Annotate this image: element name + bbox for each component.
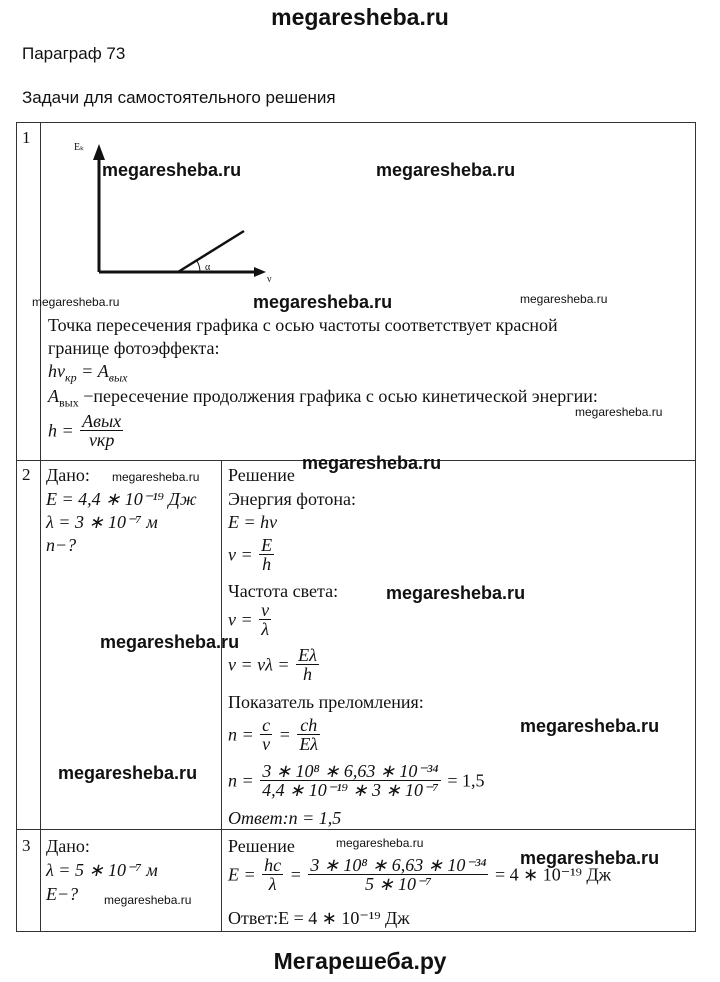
energy-frequency-graph <box>70 136 280 282</box>
frequency-formula: ν = $\frac{E}{h}$ <box>228 535 273 574</box>
watermark: megaresheba.ru <box>112 470 200 484</box>
given-energy: E = 4,4 ∗ 10⁻¹⁹ Дж <box>46 489 197 509</box>
paragraph-title: Параграф 73 <box>22 44 126 63</box>
photon-energy-calculation: E = $\frac{hc}{\lambda}$ = $\frac{\text{3 ∗ 10⁸ ∗ 6,63 ∗ 10⁻³⁴}}{\text{5 ∗ 10⁻⁷}}$ = 4 ∗ 10⁻¹⁹ Дж <box>228 855 612 894</box>
photon-energy-formula: E = hν <box>228 512 278 532</box>
row-divider <box>16 829 696 830</box>
speed-formula: v = νλ = $\frac{E\lambda}{h}$ <box>228 645 317 684</box>
row3-answer: Ответ:E = 4 ∗ 10⁻¹⁹ Дж <box>228 908 410 928</box>
watermark: megaresheba.ru <box>302 453 442 473</box>
given-unknown: E−? <box>46 884 79 904</box>
watermark: megaresheba.ru <box>575 405 663 419</box>
table-border-right <box>695 122 696 932</box>
watermark: megaresheba.ru <box>376 160 516 180</box>
given-wavelength: λ = 3 ∗ 10⁻⁷ м <box>46 512 158 532</box>
graph-line <box>178 231 244 272</box>
refraction-formula: n = $\frac{c}{v}$ = $\frac{ch}{E\lambda}$ <box>228 715 319 754</box>
y-axis-label: Eₖ <box>74 142 85 153</box>
row2-answer: Ответ:n = 1,5 <box>228 808 342 828</box>
watermark: megaresheba.ru <box>58 763 198 783</box>
row1-work-function-text: $A_{вых}$ −пересечение продолжения графика с осью кинетической энергии: <box>48 386 598 410</box>
refraction-label: Показатель преломления: <box>228 692 424 712</box>
number-column-divider <box>40 122 41 932</box>
given-label: Дано: <box>46 836 90 856</box>
solution-label: Решение <box>228 836 295 856</box>
table-border-left <box>16 122 17 932</box>
watermark: megaresheba.ru <box>336 836 424 850</box>
row1-planck-formula: h = $\frac{\text{Aвых}}{\text{νкр}}$ <box>48 411 122 450</box>
watermark: megaresheba.ru <box>386 583 526 603</box>
site-header: megaresheba.ru <box>271 4 449 30</box>
refraction-calculation: n = $\frac{\text{3 ∗ 10⁸ ∗ 6,63 ∗ 10⁻³⁴}}{\text{4,4 ∗ 10⁻¹⁹ ∗ 3 ∗ 10⁻⁷}}$ = 1,5 <box>228 761 485 800</box>
row1-equation-threshold: $h\nu_{кр} = A_{вых}$ <box>48 361 128 385</box>
given-wavelength: λ = 5 ∗ 10⁻⁷ м <box>46 860 158 880</box>
row1-text-line1: Точка пересечения графика с осью частоты соответствует красной <box>48 315 558 335</box>
row-number: 1 <box>22 128 31 147</box>
watermark: megaresheba.ru <box>102 160 242 180</box>
row1-text-line2: границе фотоэффекта: <box>48 338 220 358</box>
table-border-bottom <box>16 931 696 932</box>
light-frequency-formula: ν = $\frac{v}{\lambda}$ <box>228 600 270 639</box>
given-unknown: n−? <box>46 535 77 555</box>
row-number: 3 <box>22 836 31 855</box>
y-axis-arrow <box>93 144 105 160</box>
given-label: Дано: <box>46 465 90 485</box>
photon-energy-label: Энергия фотона: <box>228 489 356 509</box>
given-column-divider <box>221 460 222 932</box>
watermark: megaresheba.ru <box>100 632 240 652</box>
x-axis-label: ν <box>267 274 272 282</box>
watermark: megaresheba.ru <box>253 292 393 312</box>
watermark: megaresheba.ru <box>104 893 192 907</box>
section-subtitle: Задачи для самостоятельного решения <box>22 88 336 107</box>
x-axis-arrow <box>254 267 266 277</box>
table-border-top <box>16 122 696 123</box>
watermark: megaresheba.ru <box>520 716 660 736</box>
row-number: 2 <box>22 465 31 484</box>
light-frequency-label: Частота света: <box>228 581 339 601</box>
watermark: megaresheba.ru <box>520 292 608 306</box>
angle-arc <box>197 261 200 272</box>
angle-label: α <box>205 262 211 273</box>
solution-label: Решение <box>228 465 295 485</box>
watermark: megaresheba.ru <box>32 295 120 309</box>
watermark: megaresheba.ru <box>520 848 660 868</box>
site-footer: Мегарешеба.ру <box>273 948 447 974</box>
